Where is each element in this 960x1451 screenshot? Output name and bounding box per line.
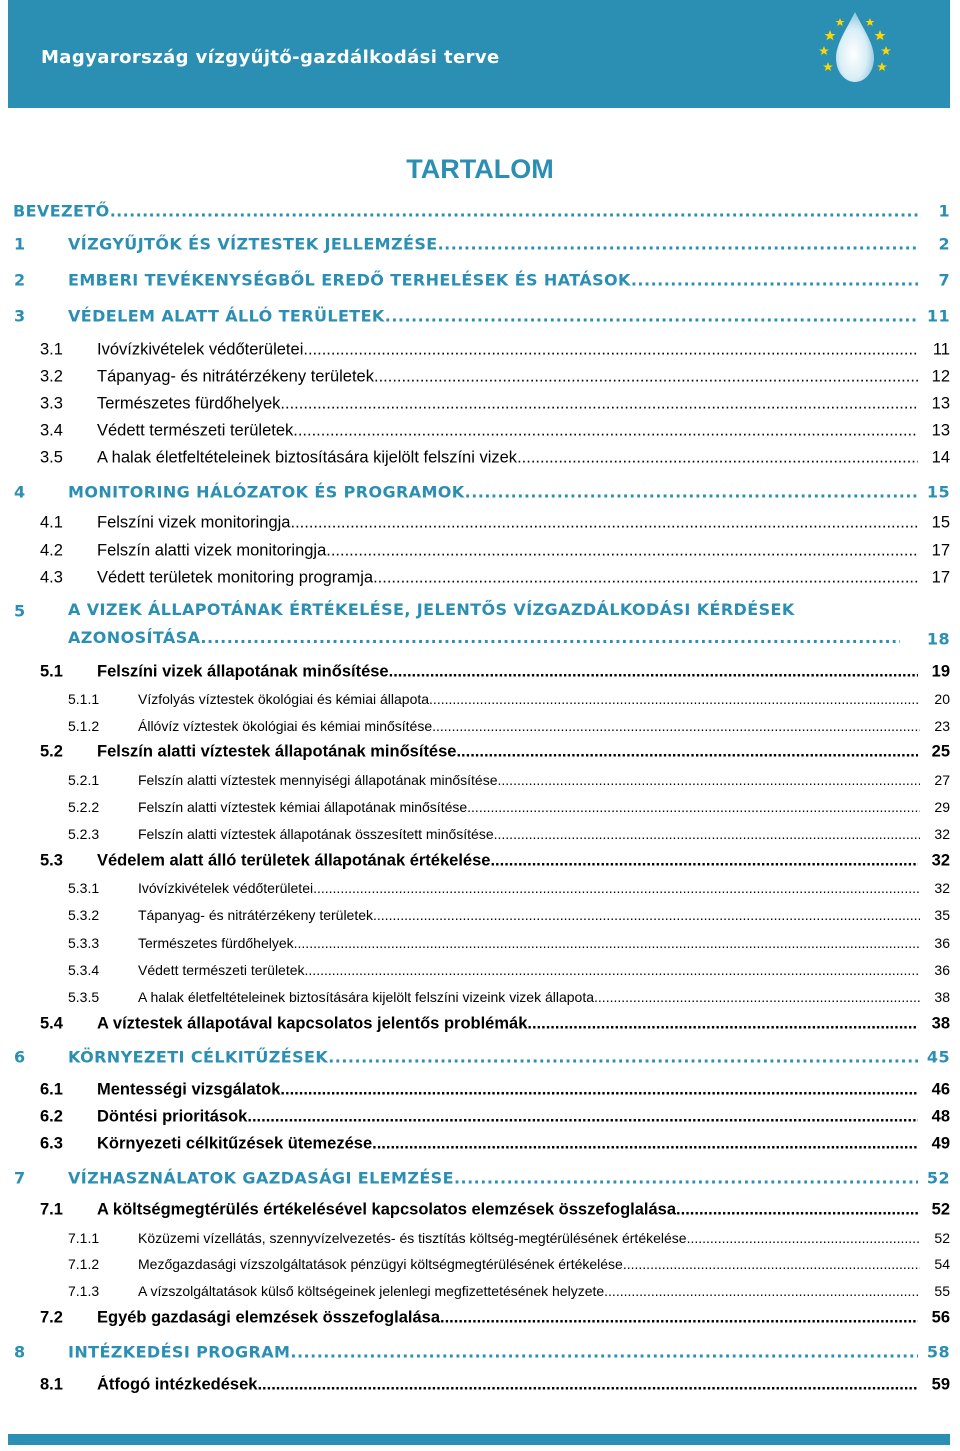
toc-entry-page: 11: [926, 306, 950, 326]
toc-entry[interactable]: [0, 792, 960, 822]
toc-entry-label: [68, 235, 918, 254]
toc-entry[interactable]: [0, 1276, 960, 1306]
dot-leader: [313, 880, 920, 896]
toc-entry[interactable]: [0, 596, 960, 656]
toc-entry-page: 32: [934, 826, 950, 842]
dot-leader: [373, 569, 918, 588]
toc-entry-label: [138, 718, 920, 734]
toc-entry[interactable]: [0, 389, 960, 419]
toc-entry-number: 2: [14, 270, 26, 290]
dot-leader: [303, 341, 918, 360]
toc-entry[interactable]: [0, 1075, 960, 1105]
dot-leader: [498, 772, 920, 788]
toc-entry-page: 25: [931, 742, 950, 761]
toc-entry-text: Védett természeti területek: [138, 962, 305, 978]
toc-entry-number: 5.3: [40, 851, 63, 870]
toc-entry-number: 6.1: [40, 1080, 63, 1099]
toc-entry-text: A halak életfeltételeinek biztosítására kijelölt felszíni vizeink vizek állapota: [138, 989, 595, 1005]
toc-entry[interactable]: [0, 563, 960, 593]
toc-entry-page: 1: [938, 201, 950, 221]
toc-entry[interactable]: [0, 982, 960, 1012]
toc-entry-text: KÖRNYEZETI CÉLKITŰZÉSEK: [68, 1047, 329, 1067]
toc-entry-text: Tápanyag- és nitrátérzékeny területek: [138, 907, 374, 923]
toc-entry[interactable]: [0, 765, 960, 795]
toc-entry-label: [97, 341, 918, 360]
toc-entry-text: Állóvíz víztestek ökológiai és kémiai minősítése: [138, 718, 433, 734]
toc-entry-page: 27: [934, 772, 950, 788]
toc-entry-number: 3.2: [40, 367, 63, 386]
toc-entry-page: 12: [931, 367, 950, 386]
toc-entry[interactable]: [0, 1370, 960, 1400]
toc-entry-text: A halak életfeltételeinek biztosítására kijelölt felszíni vizek: [97, 448, 518, 467]
toc-entry[interactable]: [0, 301, 960, 331]
toc-entry-number: 4.3: [40, 568, 63, 587]
toc-entry-label: [68, 1343, 918, 1362]
dot-leader: [326, 542, 918, 561]
dot-leader: [389, 663, 918, 682]
toc-entry-label: [97, 1309, 918, 1328]
toc-entry[interactable]: [0, 955, 960, 985]
toc-entry-label: [97, 1376, 918, 1395]
toc-entry-label: [97, 422, 918, 441]
toc-entry-number: 5.3.4: [68, 962, 100, 978]
toc-entry-text: INTÉZKEDÉSI PROGRAM: [68, 1342, 291, 1362]
toc-entry-text: Felszín alatti víztestek állapotának minősítése: [97, 742, 457, 761]
toc-entry-page: 13: [931, 421, 950, 440]
toc-entry-text: Mentességi vizsgálatok: [97, 1080, 281, 1099]
toc-entry-label: [97, 1081, 918, 1100]
toc-entry-label: [138, 935, 920, 951]
toc-entry-text: A vízszolgáltatások külső költségeinek jelenlegi megfizettetésének helyzete: [138, 1283, 605, 1299]
toc-entry-page: 15: [931, 513, 950, 532]
toc-entry-number: 3.5: [40, 448, 63, 467]
dot-leader: [291, 514, 919, 533]
toc-entry-text: Védett természeti területek: [97, 421, 294, 440]
toc-entry[interactable]: [0, 657, 960, 687]
toc-entry-number: 5.2: [40, 742, 63, 761]
toc-entry-number: 6.2: [40, 1107, 63, 1126]
toc-entry-label: [138, 880, 920, 896]
dot-leader: [440, 1309, 918, 1328]
dot-leader: [290, 1343, 918, 1362]
toc-entry-text: Vízfolyás víztestek ökológiai és kémiai állapota: [138, 691, 430, 707]
water-drop-eu-stars-logo: [810, 4, 900, 88]
toc-entry-page: 13: [931, 394, 950, 413]
toc-entry-page: 58: [926, 1342, 950, 1362]
toc-entry-number: 5.4: [40, 1014, 63, 1033]
toc-entry-page: 59: [931, 1375, 950, 1394]
toc-entry-label: [138, 799, 920, 815]
toc-entry-page: 18: [926, 629, 950, 649]
toc-entry-label: [97, 1015, 918, 1034]
toc-entry-number: 5.1.1: [68, 691, 100, 707]
toc-entry[interactable]: [0, 684, 960, 714]
toc-entry-page: 52: [931, 1200, 950, 1219]
toc-entry-text: VÍZGYŰJTŐK ÉS VÍZTESTEK JELLEMZÉSE: [68, 234, 438, 254]
dot-leader: [465, 483, 918, 502]
toc-entry[interactable]: [0, 362, 960, 392]
toc-entry-label: [97, 743, 918, 762]
toc-entry-page: 55: [934, 1283, 950, 1299]
toc-title: TARTALOM: [406, 154, 554, 184]
toc-entry-label: [97, 569, 918, 588]
toc-entry-label: [138, 772, 920, 788]
toc-entry-text: BEVEZETŐ: [13, 201, 110, 221]
toc-entry-page: 15: [926, 482, 950, 502]
dot-leader: [494, 826, 920, 842]
toc-entry-text: Felszín alatti víztestek kémiai állapotának minősítése: [138, 799, 468, 815]
toc-entry-text: Döntési prioritások: [97, 1107, 248, 1126]
toc-entry-text: Egyéb gazdasági elemzések összefoglalása: [97, 1308, 440, 1327]
toc-entry-page: 23: [934, 718, 950, 734]
dot-leader: [110, 202, 918, 221]
dot-leader: [372, 1135, 918, 1154]
toc-entry-page: 17: [931, 541, 950, 560]
toc-entry-text: Természetes fürdőhelyek: [138, 935, 294, 951]
toc-entry-text: VÍZHASZNÁLATOK GAZDASÁGI ELEMZÉSE: [68, 1168, 454, 1188]
toc-entry-label: [138, 1283, 920, 1299]
dot-leader: [374, 368, 918, 387]
toc-entry-label: [97, 514, 918, 533]
toc-entry-label: [97, 852, 918, 871]
toc-entry-page: 54: [934, 1256, 950, 1272]
toc-entry-number: 8: [14, 1342, 26, 1362]
toc-entry-label: [97, 1108, 918, 1127]
toc-entry-page: 35: [934, 907, 950, 923]
toc-entry-text: Felszíni vizek állapotának minősítése: [97, 662, 389, 681]
toc-entry-label-line2: AZONOSÍTÁSA: [68, 628, 201, 647]
toc-entry-label: [68, 1048, 918, 1067]
toc-entry-label: [97, 449, 918, 468]
footer-bar: [8, 1434, 950, 1445]
toc-entry-page: 38: [931, 1014, 950, 1033]
page-header: [8, 0, 950, 108]
toc-entry-page: 56: [931, 1308, 950, 1327]
toc-entry-text: MONITORING HÁLÓZATOK ÉS PROGRAMOK: [68, 482, 465, 502]
toc-entry-number: 5.3.3: [68, 935, 100, 951]
toc-entry-text: Átfogó intézkedések: [97, 1375, 258, 1394]
toc-entry-number: 8.1: [40, 1375, 63, 1394]
toc-entry-number: 5.2.2: [68, 799, 100, 815]
toc-entry-page: 19: [931, 662, 950, 681]
dot-leader: [454, 1169, 918, 1188]
toc-entry-label: [68, 1169, 918, 1188]
toc-entry-text: A költségmegtérülés értékelésével kapcsolatos elemzések összefoglalása: [97, 1200, 677, 1219]
toc-entry-page: 36: [934, 935, 950, 951]
toc-entry-text: Felszíni vizek monitoringja: [97, 513, 291, 532]
toc-entry-label: [97, 663, 918, 682]
toc-entry[interactable]: [0, 229, 960, 259]
dot-leader: [631, 271, 918, 290]
toc-entry-label: [97, 542, 918, 561]
toc-entry-label: [13, 202, 918, 221]
toc-entry-page: 7: [938, 270, 950, 290]
dot-leader: [328, 1048, 918, 1067]
toc-entry-page: 52: [926, 1168, 950, 1188]
dot-leader: [385, 307, 918, 326]
toc-entry-label: [97, 1201, 918, 1220]
toc-entry-number: 3: [14, 306, 26, 326]
toc-entry[interactable]: [0, 928, 960, 958]
toc-entry-text: EMBERI TEVÉKENYSÉGBŐL EREDŐ TERHELÉSEK ÉS HATÁSOK: [68, 270, 631, 290]
toc-entry-page: 20: [934, 691, 950, 707]
toc-entry-number: 4.1: [40, 513, 63, 532]
toc-entry-page: 48: [931, 1107, 950, 1126]
toc-entry-number: 7.1: [40, 1200, 63, 1219]
toc-entry-number: 1: [14, 234, 26, 254]
toc-entry-text: Felszín alatti vizek monitoringja: [97, 541, 327, 560]
dot-leader: [687, 1230, 920, 1246]
toc-entry-text: Védelem alatt álló területek állapotának értékelése: [97, 851, 491, 870]
toc-entry[interactable]: [0, 443, 960, 473]
toc-entry[interactable]: [0, 900, 960, 930]
dot-leader: [467, 799, 920, 815]
dot-leader: [517, 449, 918, 468]
toc-entry-text: Környezeti célkitűzések ütemezése: [97, 1134, 373, 1153]
toc-entry-text: A víztestek állapotával kapcsolatos jelentős problémák: [97, 1014, 528, 1033]
toc-entry[interactable]: [0, 508, 960, 538]
toc-entry-number: 4: [14, 482, 26, 502]
dot-leader: [604, 1283, 920, 1299]
toc-entry-number: 6.3: [40, 1134, 63, 1153]
toc-entry-page: 45: [926, 1047, 950, 1067]
dot-leader: [247, 1108, 918, 1127]
toc-entry-text: Tápanyag- és nitrátérzékeny területek: [97, 367, 374, 386]
toc-entry-number: 5: [14, 601, 26, 621]
toc-entry-number: 3.3: [40, 394, 63, 413]
toc-entry-label: [97, 1135, 918, 1154]
toc-entry[interactable]: [0, 1195, 960, 1225]
toc-entry-number: 5.2.3: [68, 826, 100, 842]
header-title: Magyarország vízgyűjtő-gazdálkodási terve: [41, 47, 500, 68]
toc-entry[interactable]: [0, 196, 960, 226]
toc-entry-text: VÉDELEM ALATT ÁLLÓ TERÜLETEK: [68, 306, 385, 326]
dot-leader: [200, 624, 900, 652]
toc-entry-number: 7.1.2: [68, 1256, 100, 1272]
toc-entry-label: [138, 989, 920, 1005]
toc-entry[interactable]: [0, 737, 960, 767]
toc-entry[interactable]: [0, 1303, 960, 1333]
dot-leader: [294, 935, 920, 951]
toc-entry-number: 5.1: [40, 662, 63, 681]
toc-entry[interactable]: [0, 416, 960, 446]
toc-entry-text: Felszín alatti víztestek mennyiségi állapotának minősítése: [138, 772, 498, 788]
toc-entry[interactable]: [0, 819, 960, 849]
dot-leader: [456, 743, 918, 762]
toc-entry-label: [138, 962, 920, 978]
toc-entry-text: Mezőgazdasági vízszolgáltatások pénzügyi költségmegtérülésének értékelése: [138, 1256, 623, 1272]
toc-entry[interactable]: [0, 1102, 960, 1132]
toc-entry-label: [68, 271, 918, 290]
toc-entry-number: 7.2: [40, 1308, 63, 1327]
dot-leader: [305, 962, 920, 978]
toc-entry-label: [138, 1256, 920, 1272]
toc-entry-page: 52: [934, 1230, 950, 1246]
toc-entry[interactable]: [0, 1249, 960, 1279]
dot-leader: [676, 1201, 918, 1220]
toc-entry-text: Ivóvízkivételek védőterületei: [97, 340, 304, 359]
toc-entry-label: [68, 307, 918, 326]
dot-leader: [432, 718, 920, 734]
toc-entry-label: [97, 368, 918, 387]
toc-entry-number: 3.1: [40, 340, 63, 359]
dot-leader: [490, 852, 918, 871]
toc-entry-number: 5.3.5: [68, 989, 100, 1005]
toc-entry-page: 49: [931, 1134, 950, 1153]
toc-entry-page: 29: [934, 799, 950, 815]
toc-entry-number: 5.3.2: [68, 907, 100, 923]
toc-entry-text: Védett területek monitoring programja: [97, 568, 374, 587]
toc-entry-number: 4.2: [40, 541, 63, 560]
dot-leader: [257, 1376, 918, 1395]
toc-entry[interactable]: [0, 1009, 960, 1039]
toc-entry-label: [138, 1230, 920, 1246]
toc-entry[interactable]: [0, 335, 960, 365]
toc-entry-number: 7.1.1: [68, 1230, 100, 1246]
toc-entry-number: 5.1.2: [68, 718, 100, 734]
toc-entry-label: [68, 596, 938, 652]
toc-entry[interactable]: [0, 1337, 960, 1367]
toc-entry-page: 36: [934, 962, 950, 978]
toc-entry-page: 14: [931, 448, 950, 467]
toc-entry-number: 5.2.1: [68, 772, 100, 788]
toc-entry-label: [138, 691, 920, 707]
toc-entry-page: 2: [938, 234, 950, 254]
toc-entry-label: [138, 826, 920, 842]
dot-leader: [623, 1256, 920, 1272]
toc-entry[interactable]: [0, 477, 960, 507]
toc-entry-page: 46: [931, 1080, 950, 1099]
toc-entry-text: Természetes fürdőhelyek: [97, 394, 281, 413]
dot-leader: [373, 907, 920, 923]
dot-leader: [293, 422, 918, 441]
toc-entry-text: Közüzemi vízellátás, szennyvízelvezetés- és tisztítás költség-megtérülésének értékelése: [138, 1230, 687, 1246]
toc-entry-page: 17: [931, 568, 950, 587]
dot-leader: [280, 1081, 918, 1100]
toc-entry-text: Ivóvízkivételek védőterületei: [138, 880, 314, 896]
toc-entry-label-line1: A VIZEK ÁLLAPOTÁNAK ÉRTÉKELÉSE, JELENTŐS VÍZGAZDÁLKODÁSI KÉRDÉSEK: [68, 600, 795, 619]
toc-entry-label: [68, 483, 918, 502]
dot-leader: [280, 395, 918, 414]
toc-entry-number: 5.3.1: [68, 880, 100, 896]
toc-entry-number: 3.4: [40, 421, 63, 440]
toc-entry[interactable]: [0, 1042, 960, 1072]
toc-entry[interactable]: [0, 1129, 960, 1159]
toc-entry-page: 32: [934, 880, 950, 896]
toc-entry-text: Felszín alatti víztestek állapotának összesített minősítése: [138, 826, 494, 842]
toc-entry-page: 11: [932, 340, 950, 359]
toc-entry-page: 38: [934, 989, 950, 1005]
toc-entry[interactable]: [0, 1163, 960, 1193]
dot-leader: [429, 691, 920, 707]
toc-entry-number: 6: [14, 1047, 26, 1067]
toc-entry-label: [97, 395, 918, 414]
dot-leader: [438, 235, 918, 254]
toc-entry[interactable]: [0, 873, 960, 903]
dot-leader: [594, 989, 920, 1005]
toc-entry-number: 7.1.3: [68, 1283, 100, 1299]
dot-leader: [527, 1015, 918, 1034]
toc-entry-label: [138, 907, 920, 923]
toc-entry-page: 32: [931, 851, 950, 870]
toc-entry-number: 7: [14, 1168, 26, 1188]
toc-entry[interactable]: [0, 265, 960, 295]
toc-entry[interactable]: [0, 536, 960, 566]
toc-entry[interactable]: [0, 846, 960, 876]
